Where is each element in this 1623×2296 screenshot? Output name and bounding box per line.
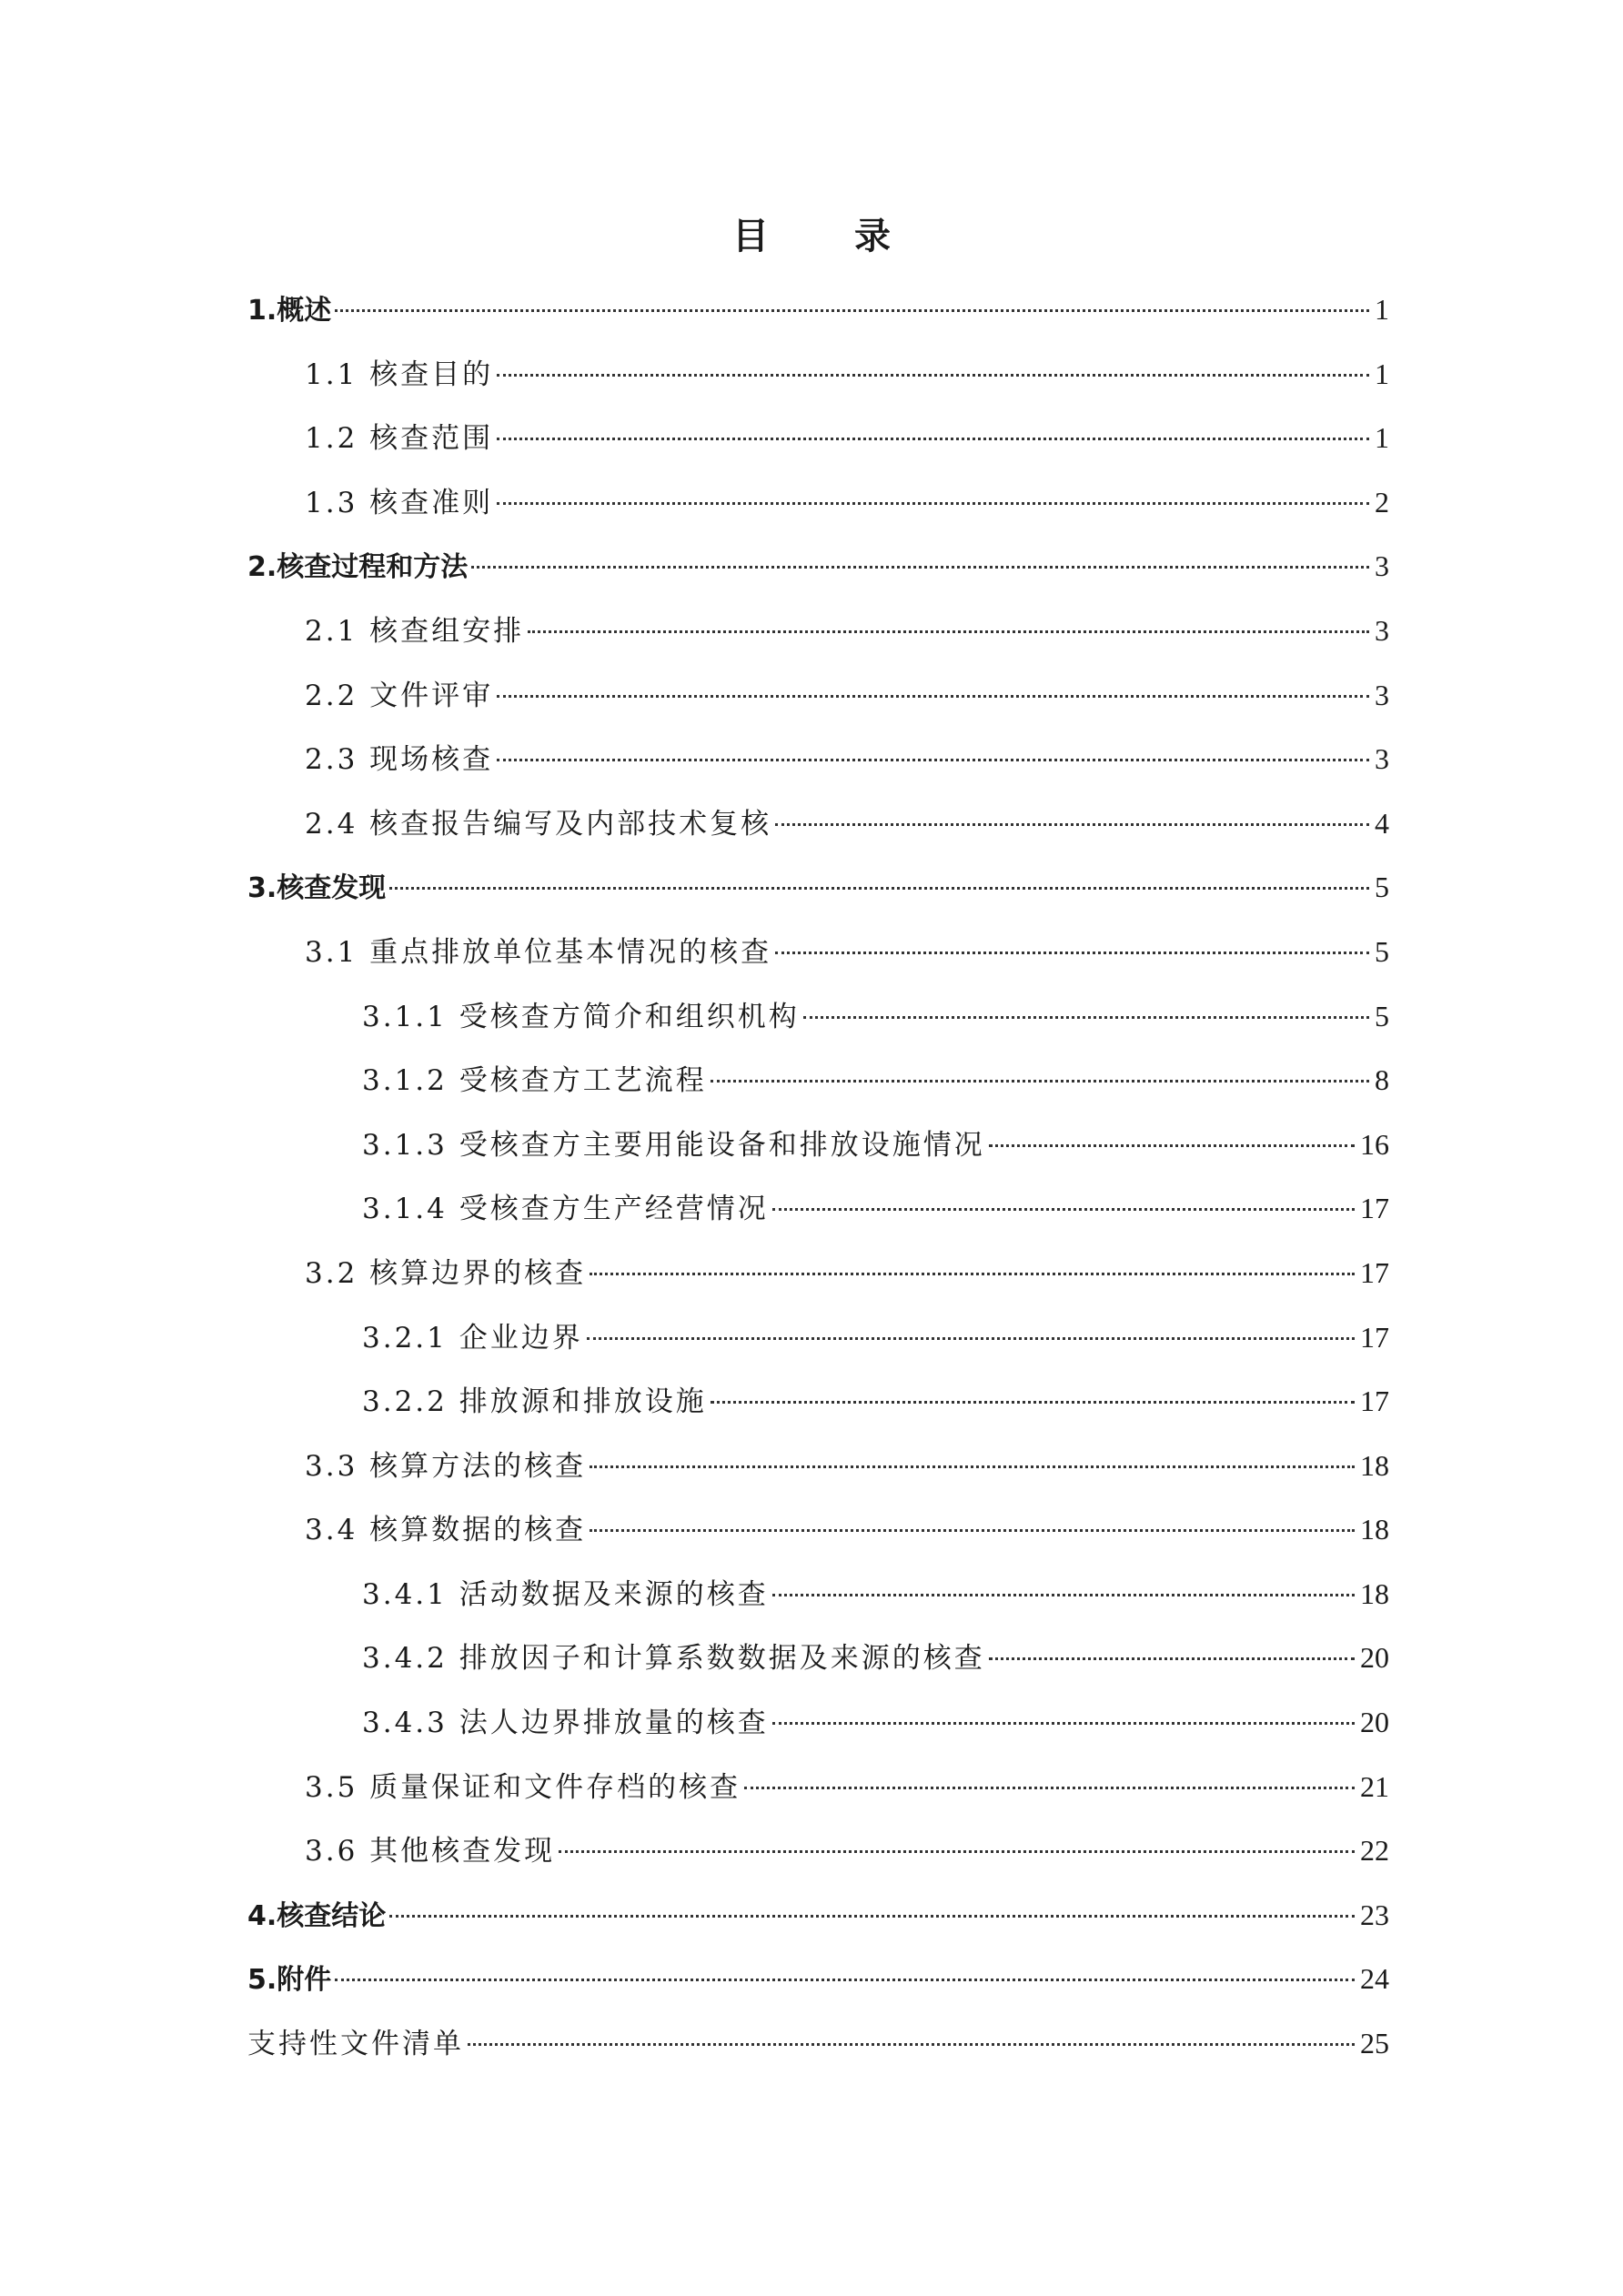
toc-dot-leader: [528, 630, 1369, 633]
toc-entry[interactable]: [247, 1188, 1389, 1253]
toc-dot-leader: [471, 566, 1369, 569]
toc-page-number: 5: [1375, 934, 1389, 968]
toc-page-number: 18: [1360, 1513, 1389, 1546]
toc-entry[interactable]: [247, 1959, 1389, 2023]
toc-dot-leader: [744, 1787, 1355, 1789]
toc-dot-leader: [335, 1979, 1355, 1981]
toc-page-number: 20: [1360, 1706, 1389, 1739]
toc-entry-label: 1.2 核查范围: [305, 422, 494, 456]
toc-entry-label: 3.1.2 受核查方工艺流程: [362, 1064, 707, 1098]
toc-entry-label: 3.3 核算方法的核查: [305, 1449, 587, 1483]
toc-dot-leader: [775, 952, 1369, 954]
toc-dot-leader: [772, 1208, 1355, 1211]
toc-page-number: 8: [1375, 1063, 1389, 1097]
toc-entry[interactable]: [247, 2023, 1389, 2088]
toc-entry[interactable]: [247, 1060, 1389, 1124]
toc-entry-label: 3.核查发现: [247, 872, 387, 905]
toc-entry[interactable]: [247, 1317, 1389, 1382]
toc-dot-leader: [468, 2043, 1355, 2046]
toc-dot-leader: [711, 1401, 1355, 1404]
toc-entry[interactable]: [247, 867, 1389, 931]
toc-page-number: 5: [1375, 999, 1389, 1032]
table-of-contents: [247, 289, 1389, 2088]
toc-entry-label: 2.核查过程和方法: [247, 551, 469, 584]
toc-page-number: 25: [1360, 2027, 1389, 2060]
toc-page-number: 3: [1375, 613, 1389, 647]
toc-page-number: 5: [1375, 871, 1389, 904]
toc-dot-leader: [775, 823, 1369, 826]
toc-page-number: 3: [1375, 678, 1389, 711]
toc-page-number: 3: [1375, 742, 1389, 776]
toc-dot-leader: [772, 1722, 1355, 1725]
toc-entry[interactable]: [247, 1509, 1389, 1574]
toc-page-number: 24: [1360, 1962, 1389, 1996]
toc-entry[interactable]: [247, 739, 1389, 803]
toc-entry[interactable]: [247, 931, 1389, 996]
toc-dot-leader: [389, 887, 1369, 890]
toc-entry-label: 支持性文件清单: [247, 2028, 464, 2061]
toc-entry-label: 4.核查结论: [247, 1899, 387, 1932]
toc-entry-label: 2.4 核查报告编写及内部技术复核: [305, 807, 772, 841]
toc-entry-label: 3.4.1 活动数据及来源的核查: [362, 1577, 769, 1611]
toc-page-number: 1: [1375, 357, 1389, 390]
toc-page-number: 2: [1375, 485, 1389, 519]
toc-page-number: 1: [1375, 421, 1389, 455]
toc-dot-leader: [587, 1337, 1355, 1340]
toc-dot-leader: [559, 1850, 1355, 1853]
toc-entry[interactable]: [247, 1381, 1389, 1445]
toc-entry[interactable]: [247, 354, 1389, 418]
toc-dot-leader: [711, 1080, 1369, 1083]
toc-entry-label: 3.5 质量保证和文件存档的核查: [305, 1770, 741, 1804]
toc-entry-label: 2.3 现场核查: [305, 743, 494, 777]
toc-dot-leader: [497, 438, 1369, 440]
toc-entry-label: 5.附件: [247, 1964, 332, 1997]
toc-dot-leader: [590, 1465, 1355, 1468]
toc-entry-label: 3.4 核算数据的核查: [305, 1514, 587, 1547]
toc-entry[interactable]: [247, 289, 1389, 354]
toc-entry-label: 3.2.1 企业边界: [362, 1321, 583, 1354]
toc-entry-label: 1.1 核查目的: [305, 357, 494, 391]
toc-page-number: 21: [1360, 1769, 1389, 1803]
toc-entry[interactable]: [247, 418, 1389, 482]
toc-dot-leader: [335, 309, 1369, 312]
toc-entry[interactable]: [247, 1124, 1389, 1189]
toc-entry[interactable]: [247, 675, 1389, 740]
toc-entry[interactable]: [247, 1702, 1389, 1767]
toc-page-number: 16: [1360, 1127, 1389, 1161]
toc-entry[interactable]: [247, 1895, 1389, 1959]
toc-page-number: 18: [1360, 1448, 1389, 1482]
toc-entry[interactable]: [247, 610, 1389, 675]
toc-entry[interactable]: [247, 996, 1389, 1061]
toc-page-number: 17: [1360, 1320, 1389, 1354]
toc-entry[interactable]: [247, 1637, 1389, 1702]
toc-entry-label: 2.1 核查组安排: [305, 614, 525, 648]
toc-entry[interactable]: [247, 1767, 1389, 1831]
toc-entry-label: 2.2 文件评审: [305, 679, 494, 712]
toc-entry[interactable]: [247, 803, 1389, 868]
toc-page-number: 17: [1360, 1192, 1389, 1225]
toc-dot-leader: [989, 1144, 1355, 1147]
toc-entry-label: 3.1.4 受核查方生产经营情况: [362, 1193, 769, 1226]
toc-entry[interactable]: [247, 546, 1389, 610]
toc-dot-leader: [497, 502, 1369, 505]
toc-dot-leader: [497, 695, 1369, 698]
toc-entry[interactable]: [247, 1574, 1389, 1638]
toc-entry[interactable]: [247, 1830, 1389, 1895]
toc-entry-label: 3.2 核算边界的核查: [305, 1256, 587, 1290]
toc-entry-label: 3.1.1 受核查方简介和组织机构: [362, 1000, 800, 1033]
toc-page-number: 17: [1360, 1385, 1389, 1418]
toc-entry-label: 3.4.2 排放因子和计算系数数据及来源的核查: [362, 1642, 985, 1676]
toc-dot-leader: [389, 1915, 1355, 1918]
toc-page-number: 23: [1360, 1898, 1389, 1931]
toc-entry-label: 3.4.3 法人边界排放量的核查: [362, 1707, 769, 1740]
toc-entry-label: 3.1.3 受核查方主要用能设备和排放设施情况: [362, 1128, 985, 1162]
toc-dot-leader: [989, 1657, 1355, 1660]
toc-entry-label: 3.2.2 排放源和排放设施: [362, 1385, 707, 1419]
toc-dot-leader: [590, 1273, 1355, 1275]
toc-dot-leader: [590, 1529, 1355, 1532]
toc-entry[interactable]: [247, 1445, 1389, 1510]
toc-entry-label: 3.6 其他核查发现: [305, 1835, 556, 1868]
toc-page-number: 17: [1360, 1255, 1389, 1289]
toc-entry-label: 3.1 重点排放单位基本情况的核查: [305, 935, 772, 969]
toc-page-number: 3: [1375, 549, 1389, 583]
toc-page-number: 4: [1375, 806, 1389, 840]
toc-dot-leader: [772, 1594, 1355, 1596]
toc-page-number: 18: [1360, 1576, 1389, 1610]
toc-title: 目 录: [732, 216, 927, 257]
toc-entry[interactable]: [247, 1253, 1389, 1317]
toc-dot-leader: [803, 1016, 1369, 1019]
toc-page-number: 20: [1360, 1641, 1389, 1675]
toc-entry[interactable]: [247, 482, 1389, 547]
toc-page-number: 22: [1360, 1834, 1389, 1868]
toc-dot-leader: [497, 759, 1369, 761]
toc-entry-label: 1.概述: [247, 295, 332, 327]
toc-entry-label: 1.3 核查准则: [305, 486, 494, 519]
toc-page-number: 1: [1375, 293, 1389, 326]
toc-dot-leader: [497, 374, 1369, 377]
